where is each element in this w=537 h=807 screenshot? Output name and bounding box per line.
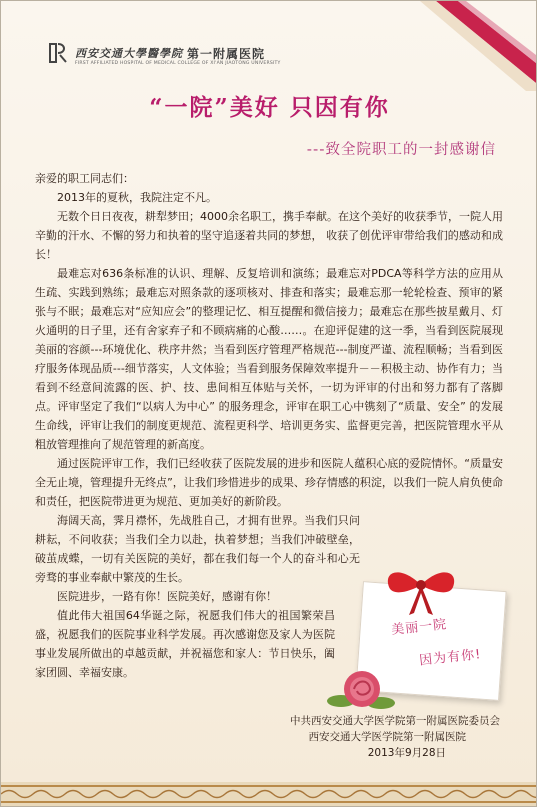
logo-english-name: FIRST AFFILIATED HOSPITAL OF MEDICAL COLLEGE OF XI'AN JIAOTONG UNIVERSITY — [75, 61, 281, 66]
hospital-emblem-icon — [47, 41, 69, 65]
rose-icon — [327, 665, 397, 715]
letter-paragraph: 无数个日日夜夜，耕犁梦田；4000余名职工，携手奉献。在这个美好的收获季节，一院人用辛勤的汗水、不懈的努力和执着的坚守追逐着共同的梦想， 收获了创优评审带给我们的感动和成长！ — [35, 210, 503, 261]
letter-paragraph: 通过医院评审工作，我们已经收获了医院发展的进步和医院人蕴积心底的爱院情怀。“质量安全无止境，管理提升无终点”，让我们珍惜进步的成果、珍存情感的积淀，以我们一院人肩负使命和责任，把医院带进更为规范、更加美好的新阶段。 — [35, 457, 503, 508]
signature-hospital: 西安交通大学医学院第一附属医院 — [308, 731, 466, 743]
poster-subtitle: ---致全院职工的一封感谢信 — [306, 142, 496, 158]
ribbon-bow-icon — [381, 563, 461, 618]
letter-paragraph: 医院进步，一路有你！医院美好，感谢有你！ — [57, 590, 277, 603]
card-line-2: 因为有你! — [418, 647, 483, 669]
corner-ribbon — [406, 1, 536, 91]
signature-block — [290, 713, 500, 761]
letter-paragraph: 值此伟大祖国64华诞之际，祝愿我们伟大的祖国繁荣昌盛，祝愿我们的医院事业科学发展。再次感谢您及家人为医院事业发展所做出的卓越贡献，并祝福您和家人：节日快乐，阖家团圆、幸福安康。 — [35, 609, 335, 679]
signature-date: 2013年9月28日 — [367, 747, 446, 759]
signature-committee: 中共西安交通大学医学院第一附属医院委员会 — [290, 715, 500, 727]
letter-paragraph: 最难忘对636条标准的认识、理解、反复培训和演练；最难忘对PDCA等科学方法的应用从生疏、实践到熟练；最难忘对照条款的逐项核对、排查和落实；最难忘那一轮轮检查、预审的紧张与不眠；最难忘对“应知应会”的整理记忆、相互提醒和微信接力；最难忘在那些披星戴月、灯火通明的日子里，还有舍家弃子和不顾病痛的心酸……。在迎评促建的这一季，当看到医院展现美丽的容颜---环境优化、秩序井然；当看到医疗管理严格规范---制度严谨、流程顺畅；当看到医疗服务体现品质---细节落实，人文体验；当看到服务保障效率提升－－积极主动、协作有力；当看到不经意间流露的医、护、技、患间相互体贴与关怀，一切为评审的付出和努力都有了落脚点。评审坚定了我们“以病人为中心” 的服务理念，评审在职工心中镌刻了“质量、安全” 的发展生命线，评审让我们的制度更规范、流程更科学、培训更务实、监督更完善，把医院管理水平从粗放管理推向了规范管理的新高度。 — [35, 267, 503, 451]
letter-paragraph: 海阔天高，霁月襟怀，先战胜自己，才拥有世界。当我们只问耕耘，不问收获；当我们全力以赴，执着梦想；当我们冲破壁垒，破茧成蝶，一切有关医院的美好，都在我们每一个人的奋斗和心无旁骛的事业奉献中繁茂的生长。 — [35, 514, 360, 584]
logo-school-name: 西安交通大學醫學院 — [75, 47, 183, 60]
decorative-border — [1, 782, 536, 806]
letter-greeting: 亲爱的职工同志们： — [35, 172, 134, 185]
logo-hospital-name: 第一附属医院 — [187, 46, 266, 61]
card-line-1: 美丽一院 — [390, 617, 448, 639]
poster-title: “一院”美好 只因有你 — [149, 94, 390, 121]
letter-paragraph: 2013年的夏秋，我院注定不凡。 — [57, 191, 217, 204]
